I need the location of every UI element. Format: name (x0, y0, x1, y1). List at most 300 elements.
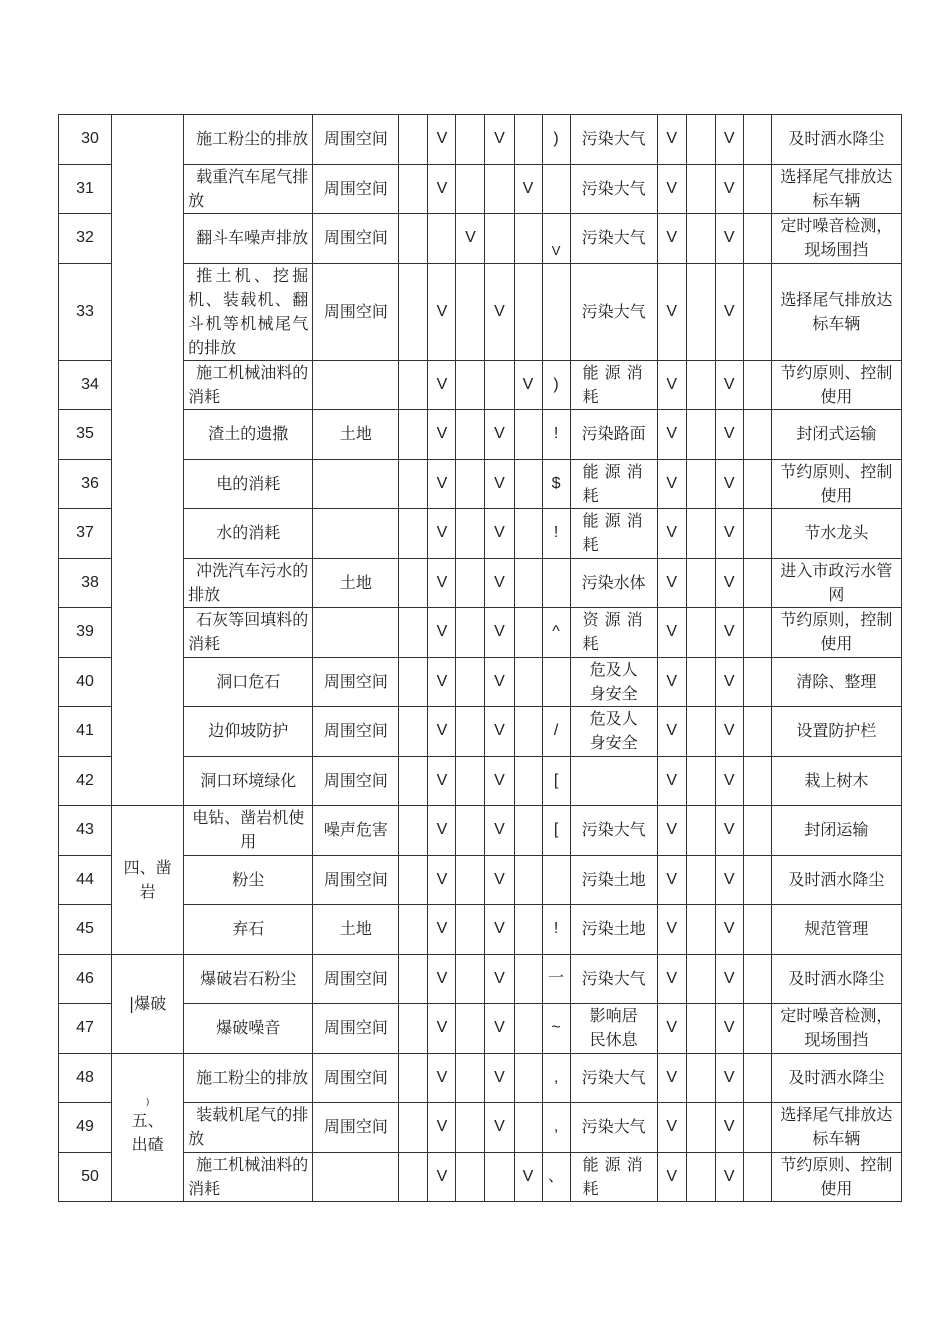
check-mark: V (715, 115, 743, 165)
check-mark: V (657, 1152, 686, 1202)
check-mark: V (485, 657, 514, 707)
factor-name: 石灰等回填料的消耗 (184, 608, 313, 658)
impact-description: 污染大气 (570, 214, 657, 264)
factor-scope: 周围空间 (313, 1004, 399, 1054)
check-mark (686, 855, 715, 905)
check-mark: V (715, 360, 743, 410)
check-mark: V (428, 756, 456, 806)
check-mark (514, 1004, 542, 1054)
check-mark: V (657, 410, 686, 460)
factor-name: 弃石 (184, 905, 313, 955)
table-row (59, 558, 902, 608)
check-mark (456, 657, 485, 707)
check-mark: V (428, 509, 456, 559)
factor-scope: 周围空间 (313, 954, 399, 1004)
margin-mark: ! (542, 410, 570, 460)
control-measure: 封闭运输 (771, 806, 901, 856)
check-mark: V (715, 806, 743, 856)
check-mark (485, 360, 514, 410)
control-measure: 及时洒水降尘 (771, 954, 901, 1004)
check-mark (514, 608, 542, 658)
check-mark (686, 164, 715, 214)
check-mark: V (428, 115, 456, 165)
check-mark (743, 707, 771, 757)
stage-label-blasting: |爆破 (112, 954, 184, 1053)
check-mark: V (514, 360, 542, 410)
check-mark: V (485, 806, 514, 856)
check-mark (456, 1152, 485, 1202)
factor-scope (313, 360, 399, 410)
row-number: 46 (59, 954, 112, 1004)
check-mark (686, 1053, 715, 1103)
check-mark: V (485, 459, 514, 509)
check-mark (399, 905, 428, 955)
row-number: 42 (59, 756, 112, 806)
factor-name: 爆破岩石粉尘 (184, 954, 313, 1004)
check-mark (686, 509, 715, 559)
factor-name: 施工机械油料的消耗 (184, 360, 313, 410)
check-mark (399, 410, 428, 460)
check-mark (399, 707, 428, 757)
stage-text: 五、出碴 (131, 1111, 164, 1155)
factor-name: 翻斗车噪声排放 (184, 214, 313, 264)
margin-mark: ! (542, 905, 570, 955)
stage-label-rock-drilling: 四、凿岩 (112, 806, 184, 955)
control-measure: 节水龙头 (771, 509, 901, 559)
check-mark (686, 214, 715, 264)
check-mark (743, 806, 771, 856)
check-mark (485, 164, 514, 214)
factor-scope: 周围空间 (313, 214, 399, 264)
table-row (59, 905, 902, 955)
check-mark (743, 214, 771, 264)
check-mark: V (657, 509, 686, 559)
check-mark (514, 954, 542, 1004)
impact-description: 资源消耗 (570, 608, 657, 658)
check-mark (686, 954, 715, 1004)
check-mark: V (715, 263, 743, 360)
check-mark (686, 410, 715, 460)
table-row (59, 1053, 902, 1103)
check-mark (399, 1053, 428, 1103)
check-mark (743, 756, 771, 806)
check-mark (743, 608, 771, 658)
impact-description: 能源消耗 (570, 509, 657, 559)
check-mark: V (428, 608, 456, 658)
check-mark (485, 214, 514, 264)
factor-scope (313, 608, 399, 658)
check-mark (399, 855, 428, 905)
impact-description (570, 756, 657, 806)
factor-scope: 周围空间 (313, 164, 399, 214)
table-row (59, 509, 902, 559)
check-mark: V (715, 1152, 743, 1202)
table-row (59, 1103, 902, 1153)
check-mark: V (657, 954, 686, 1004)
check-mark (456, 855, 485, 905)
check-mark (399, 756, 428, 806)
check-mark (686, 360, 715, 410)
check-mark (686, 1152, 715, 1202)
check-mark (514, 410, 542, 460)
check-mark: V (715, 855, 743, 905)
check-mark: V (657, 1053, 686, 1103)
row-number: 49 (59, 1103, 112, 1153)
table-row (59, 1152, 902, 1202)
check-mark (514, 459, 542, 509)
factor-scope (313, 509, 399, 559)
check-mark: V (485, 855, 514, 905)
control-measure: 选择尾气排放达标车辆 (771, 164, 901, 214)
check-mark (456, 707, 485, 757)
check-mark: V (657, 360, 686, 410)
check-mark (456, 954, 485, 1004)
table-row (59, 360, 902, 410)
margin-mark (542, 657, 570, 707)
control-measure: 节约原则、控制使用 (771, 459, 901, 509)
check-mark (514, 806, 542, 856)
check-mark: V (485, 115, 514, 165)
row-number: 40 (59, 657, 112, 707)
impact-description: 污染土地 (570, 855, 657, 905)
check-mark (399, 1152, 428, 1202)
factor-name: 装载机尾气的排放 (184, 1103, 313, 1153)
control-measure: 节约原则、控制使用 (771, 1152, 901, 1202)
factor-scope: 周围空间 (313, 657, 399, 707)
table-row (59, 657, 902, 707)
margin-mark: ) (542, 360, 570, 410)
check-mark (743, 115, 771, 165)
factor-scope: 土地 (313, 410, 399, 460)
factor-scope (313, 459, 399, 509)
check-mark (399, 115, 428, 165)
check-mark (686, 608, 715, 658)
check-mark (514, 657, 542, 707)
factor-scope: 周围空间 (313, 855, 399, 905)
factor-name: 载重汽车尾气排放 (184, 164, 313, 214)
check-mark: V (657, 115, 686, 165)
check-mark: V (485, 410, 514, 460)
factor-name: 渣土的遗撒 (184, 410, 313, 460)
check-mark: V (657, 558, 686, 608)
check-mark (514, 905, 542, 955)
margin-mark: $ (542, 459, 570, 509)
check-mark: V (428, 905, 456, 955)
check-mark: V (715, 954, 743, 1004)
check-mark (514, 115, 542, 165)
margin-mark: / (542, 707, 570, 757)
check-mark (456, 509, 485, 559)
table-row (59, 756, 902, 806)
factor-scope: 土地 (313, 558, 399, 608)
check-mark (743, 410, 771, 460)
control-measure: 设置防护栏 (771, 707, 901, 757)
impact-description: 污染路面 (570, 410, 657, 460)
check-mark: V (428, 1103, 456, 1153)
check-mark: V (657, 459, 686, 509)
factor-name: 电的消耗 (184, 459, 313, 509)
impact-description: 污染大气 (570, 954, 657, 1004)
factor-name: 推土机、挖掘机、装载机、翻斗机等机械尾气的排放 (184, 263, 313, 360)
check-mark (399, 1103, 428, 1153)
check-mark (456, 459, 485, 509)
check-mark (456, 1103, 485, 1153)
margin-mark: ! (542, 509, 570, 559)
check-mark (399, 459, 428, 509)
row-number: 37 (59, 509, 112, 559)
check-mark: V (715, 1053, 743, 1103)
row-number: 50 (59, 1152, 112, 1202)
check-mark: V (485, 1053, 514, 1103)
control-measure: 节约原则，控制使用 (771, 608, 901, 658)
row-number: 33 (59, 263, 112, 360)
check-mark (456, 164, 485, 214)
check-mark (686, 263, 715, 360)
row-number: 38 (59, 558, 112, 608)
impact-description: 污染大气 (570, 115, 657, 165)
check-mark: V (428, 954, 456, 1004)
check-mark: V (715, 509, 743, 559)
check-mark: V (485, 558, 514, 608)
row-number: 34 (59, 360, 112, 410)
margin-mark: ^ (542, 608, 570, 658)
check-mark (456, 558, 485, 608)
check-mark (743, 1103, 771, 1153)
row-number: 30 (59, 115, 112, 165)
row-number: 43 (59, 806, 112, 856)
impact-description: 影响居民休息 (570, 1004, 657, 1054)
control-measure: 选择尾气排放达标车辆 (771, 1103, 901, 1153)
check-mark (456, 905, 485, 955)
stage-cell-blank (112, 115, 184, 806)
check-mark: V (657, 756, 686, 806)
check-mark (514, 1053, 542, 1103)
check-mark (399, 657, 428, 707)
control-measure: 及时洒水降尘 (771, 1053, 901, 1103)
check-mark (514, 509, 542, 559)
margin-mark: , (542, 1053, 570, 1103)
table-row (59, 608, 902, 658)
check-mark (743, 1152, 771, 1202)
check-mark: V (715, 410, 743, 460)
control-measure: 封闭式运输 (771, 410, 901, 460)
check-mark (514, 1103, 542, 1153)
impact-description: 能源消耗 (570, 360, 657, 410)
control-measure: 栽上树木 (771, 756, 901, 806)
check-mark (399, 164, 428, 214)
check-mark: V (428, 410, 456, 460)
check-mark: V (715, 608, 743, 658)
stage-mark: ) (145, 1098, 150, 1109)
check-mark: V (514, 164, 542, 214)
stage-label-mucking (112, 1053, 184, 1202)
check-mark (514, 214, 542, 264)
check-mark: V (485, 509, 514, 559)
row-number: 39 (59, 608, 112, 658)
factor-scope: 周围空间 (313, 1103, 399, 1153)
factor-scope (313, 1152, 399, 1202)
check-mark: V (428, 459, 456, 509)
table-row (59, 459, 902, 509)
row-number: 47 (59, 1004, 112, 1054)
factor-scope: 噪声危害 (313, 806, 399, 856)
impact-description: 危及人身安全 (570, 657, 657, 707)
margin-mark: 、 (542, 1152, 570, 1202)
check-mark: V (428, 806, 456, 856)
check-mark (456, 1053, 485, 1103)
check-mark (743, 459, 771, 509)
check-mark: V (456, 214, 485, 264)
row-number: 32 (59, 214, 112, 264)
factor-name: 冲洗汽车污水的排放 (184, 558, 313, 608)
row-number: 45 (59, 905, 112, 955)
check-mark: V (657, 164, 686, 214)
check-mark: V (657, 905, 686, 955)
check-mark (686, 115, 715, 165)
control-measure: 节约原则、控制使用 (771, 360, 901, 410)
check-mark (743, 509, 771, 559)
check-mark: V (485, 905, 514, 955)
check-mark (686, 657, 715, 707)
impact-description: 危及人身安全 (570, 707, 657, 757)
impact-description: 污染大气 (570, 263, 657, 360)
check-mark: V (715, 1103, 743, 1153)
check-mark (456, 1004, 485, 1054)
check-mark (743, 905, 771, 955)
control-measure: 及时洒水降尘 (771, 855, 901, 905)
impact-description: 污染土地 (570, 905, 657, 955)
check-mark (743, 263, 771, 360)
check-mark (399, 608, 428, 658)
factor-name: 边仰坡防护 (184, 707, 313, 757)
check-mark (456, 756, 485, 806)
check-mark (743, 558, 771, 608)
check-mark (743, 954, 771, 1004)
row-number: 35 (59, 410, 112, 460)
environmental-factors-table (58, 114, 902, 1202)
check-mark: V (485, 263, 514, 360)
table-row (59, 263, 902, 360)
table-row (59, 214, 902, 264)
control-measure: 清除、整理 (771, 657, 901, 707)
table-row (59, 164, 902, 214)
check-mark (399, 1004, 428, 1054)
factor-scope: 周围空间 (313, 1053, 399, 1103)
check-mark: V (657, 608, 686, 658)
check-mark: V (715, 756, 743, 806)
control-measure: 定时噪音检测，现场围挡 (771, 1004, 901, 1054)
check-mark (743, 164, 771, 214)
check-mark: V (428, 707, 456, 757)
check-mark: V (428, 558, 456, 608)
margin-mark: , (542, 1103, 570, 1153)
margin-mark: V (542, 214, 570, 264)
check-mark (743, 855, 771, 905)
check-mark (428, 214, 456, 264)
check-mark (686, 756, 715, 806)
check-mark (743, 360, 771, 410)
margin-mark: [ (542, 756, 570, 806)
factor-scope: 周围空间 (313, 707, 399, 757)
check-mark: V (485, 954, 514, 1004)
factor-scope: 土地 (313, 905, 399, 955)
margin-mark (542, 558, 570, 608)
impact-description: 污染大气 (570, 1103, 657, 1153)
control-measure: 规范管理 (771, 905, 901, 955)
check-mark (514, 263, 542, 360)
row-number: 44 (59, 855, 112, 905)
impact-description: 能源消耗 (570, 459, 657, 509)
margin-mark: ~ (542, 1004, 570, 1054)
impact-description: 污染大气 (570, 164, 657, 214)
check-mark (686, 1004, 715, 1054)
row-number: 48 (59, 1053, 112, 1103)
margin-mark: 一 (542, 954, 570, 1004)
check-mark (456, 263, 485, 360)
factor-name: 洞口环境绿化 (184, 756, 313, 806)
impact-description: 能源消耗 (570, 1152, 657, 1202)
factor-scope: 周围空间 (313, 115, 399, 165)
check-mark: V (657, 657, 686, 707)
check-mark (686, 459, 715, 509)
table-row (59, 806, 902, 856)
check-mark: V (485, 756, 514, 806)
check-mark (514, 558, 542, 608)
check-mark: V (657, 1103, 686, 1153)
check-mark: V (715, 214, 743, 264)
factor-name: 爆破噪音 (184, 1004, 313, 1054)
table-row (59, 115, 902, 165)
check-mark: V (715, 558, 743, 608)
check-mark (514, 756, 542, 806)
control-measure: 定时噪音检测，现场围挡 (771, 214, 901, 264)
row-number: 36 (59, 459, 112, 509)
check-mark (514, 707, 542, 757)
check-mark (399, 263, 428, 360)
table-body (59, 115, 902, 1202)
impact-description: 污染水体 (570, 558, 657, 608)
check-mark: V (657, 263, 686, 360)
factor-name: 施工机械油料的消耗 (184, 1152, 313, 1202)
impact-description: 污染大气 (570, 806, 657, 856)
factor-name: 洞口危石 (184, 657, 313, 707)
control-measure: 及时洒水降尘 (771, 115, 901, 165)
check-mark (743, 657, 771, 707)
margin-mark (542, 164, 570, 214)
factor-scope: 周围空间 (313, 263, 399, 360)
check-mark: V (657, 855, 686, 905)
check-mark (686, 905, 715, 955)
check-mark: V (485, 1103, 514, 1153)
margin-mark (542, 855, 570, 905)
check-mark (456, 410, 485, 460)
check-mark: V (428, 164, 456, 214)
check-mark (686, 707, 715, 757)
check-mark: V (514, 1152, 542, 1202)
check-mark: V (428, 1004, 456, 1054)
check-mark: V (715, 657, 743, 707)
check-mark (399, 509, 428, 559)
check-mark: V (485, 1004, 514, 1054)
check-mark (743, 1053, 771, 1103)
margin-mark (542, 263, 570, 360)
check-mark (399, 806, 428, 856)
check-mark: V (657, 806, 686, 856)
check-mark: V (428, 1053, 456, 1103)
check-mark (456, 806, 485, 856)
check-mark (485, 1152, 514, 1202)
check-mark (456, 360, 485, 410)
